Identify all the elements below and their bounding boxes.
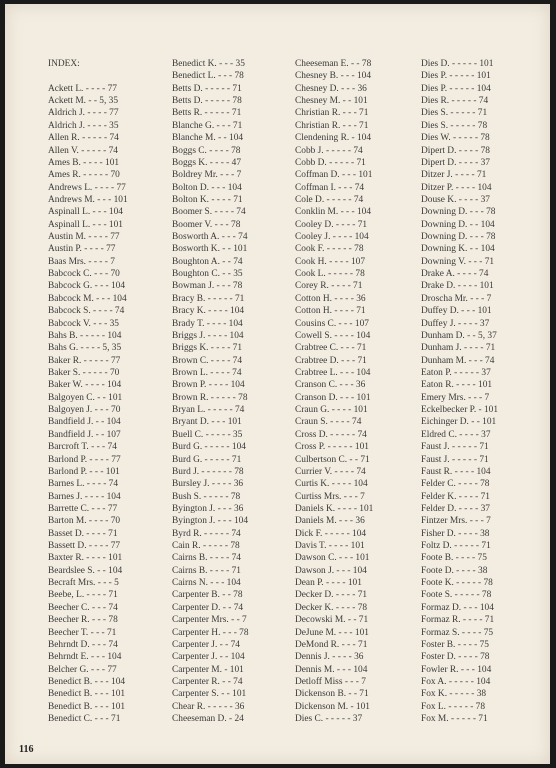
- index-entry: Baker R. - - - - - 77: [48, 355, 121, 366]
- index-entry: Dickenson B. - - 71: [295, 689, 369, 700]
- index-entry: Bryan L. - - - - - 74: [172, 405, 245, 416]
- index-entry: Bracy B. - - - - - 71: [172, 293, 245, 304]
- index-entry: Emery Mrs. - - - 7: [421, 392, 490, 403]
- index-entry: Faust J. - - - - - 71: [421, 442, 489, 453]
- index-entry: Belcher G. - - - 77: [48, 664, 117, 675]
- index-entry: Brown L. - - - - 74: [172, 367, 242, 378]
- index-entry: Bahs B. - - - - - 104: [48, 330, 122, 341]
- index-entry: Carpenter J. - - 74: [172, 639, 240, 650]
- index-entry: Formaz S. - - - - 75: [421, 627, 494, 638]
- index-entry: Conklin M. - - - 104: [295, 207, 372, 218]
- index-entry: Benedict C. - - - 71: [48, 714, 121, 725]
- index-entry: Betts D. - - - - - 78: [172, 96, 242, 107]
- index-entry: Corey R. - - - - 71: [295, 281, 363, 292]
- index-entry: Foltz D. - - - - - 71: [421, 541, 491, 552]
- index-entry: Austin M. - - - - 77: [48, 232, 120, 243]
- index-entry: Aspinall L. - - - 104: [48, 207, 123, 218]
- index-entry: Briggs K. - - - - 71: [172, 343, 243, 354]
- index-entry: Eldred C. - - - - 37: [421, 429, 491, 440]
- index-entry: Brown C. - - - - 74: [172, 355, 243, 366]
- index-entry: Benedict B. - - - 101: [48, 701, 126, 712]
- index-entry: Benedict K. - - - 35: [172, 59, 245, 69]
- index-entry: Chesney B. - - - 104: [295, 71, 372, 82]
- index-entry: Babcock V. - - - 35: [48, 318, 119, 329]
- index-entry: Andrews L. - - - - 77: [48, 182, 126, 193]
- index-page: [5, 4, 550, 764]
- index-entry: Cook F. - - - - - 78: [295, 244, 364, 255]
- index-entry: Fox A. - - - - - 104: [421, 676, 491, 687]
- index-entry: Bassett D. - - - - 77: [48, 541, 121, 552]
- index-entry: Coffman I. - - - 74: [295, 182, 365, 193]
- index-entry: Brown R. - - - - - 78: [172, 392, 248, 403]
- index-entry: Cole D. - - - - - 74: [295, 194, 364, 205]
- index-entry: Foote K. - - - - - 78: [421, 578, 493, 589]
- index-entry: Cairns B. - - - - 71: [172, 565, 241, 576]
- index-entry: Baker S. - - - - - 70: [48, 367, 120, 378]
- index-entry: Dipert D. - - - - 37: [421, 157, 490, 168]
- index-entry: Balgoyen J. - - - 70: [48, 405, 121, 416]
- index-entry: Behrndt E. - - - 104: [48, 652, 122, 663]
- index-entry: Cain R. - - - - - 78: [172, 541, 240, 552]
- index-entry: Curtiss Mrs. - - - 7: [295, 491, 365, 502]
- index-entry: Baker W. - - - - 104: [48, 380, 122, 391]
- index-entry: Crabtree L. - - - 104: [295, 367, 371, 378]
- index-entry: Cooley D. - - - - 71: [295, 219, 368, 230]
- index-entry: Basset D. - - - - 71: [48, 528, 118, 539]
- index-entry: Byington J. - - - 104: [172, 516, 249, 527]
- index-entry: Cross P. - - - - - 101: [295, 442, 369, 453]
- index-entry: Cousins C. - - - 107: [295, 318, 369, 329]
- index-entry: Baas Mrs. - - - - 7: [48, 256, 115, 267]
- index-entry: Decker D. - - - - 71: [295, 590, 368, 601]
- index-entry: Drake D. - - - - 101: [421, 281, 494, 292]
- index-entry: Bracy K. - - - - 104: [172, 306, 245, 317]
- index-entry: Boomer S. - - - - 74: [172, 207, 246, 218]
- index-entry: Barcroft T. - - - 74: [48, 442, 117, 453]
- index-entry: Babcock S. - - - - 74: [48, 306, 125, 317]
- index-entry: Duffey J. - - - - 37: [421, 318, 490, 329]
- index-entry: Fox L. - - - - - 78: [421, 701, 486, 712]
- index-entry: Bowman J. - - - 78: [172, 281, 243, 292]
- index-entry: Formaz R. - - - - 71: [421, 615, 495, 626]
- index-entry: Brady T. - - - - 104: [172, 318, 243, 329]
- index-entry: Blanche M. - - 104: [172, 133, 244, 144]
- index-column-4: [421, 58, 531, 725]
- index-entry: Boldrey Mr. - - - 7: [172, 170, 242, 181]
- index-entry: Benedict B. - - - 101: [48, 689, 126, 700]
- index-entry: Carpenter H. - - - 78: [172, 627, 249, 638]
- index-entry: Barton M. - - - - 70: [48, 516, 121, 527]
- index-entry: Downing D. - - - 78: [421, 207, 496, 218]
- index-entry: Foster B. - - - - 75: [421, 639, 489, 650]
- index-entry: Dies S. - - - - - 71: [421, 108, 488, 119]
- index-entry: Cairns B. - - - - 74: [172, 553, 241, 564]
- index-entry: Byington J. - - - 36: [172, 503, 244, 514]
- index-entry: Bosworth K. - - 101: [172, 244, 248, 255]
- index-entry: Benedict L. - - - 78: [172, 71, 244, 82]
- index-entry: Dawson C. - - - 101: [295, 553, 370, 564]
- index-entry: Aspinall L. - - - 101: [48, 219, 123, 230]
- index-column-2: [172, 58, 282, 725]
- index-entry: Barnes L. - - - - 74: [48, 479, 119, 490]
- index-entry: Cobb J. - - - - - 74: [295, 145, 363, 156]
- index-entry: Clendening R. - 104: [295, 133, 372, 144]
- index-entry: Bahs G. - - - - 5, 35: [48, 343, 122, 354]
- index-entry: Dickenson M. - 101: [295, 701, 370, 712]
- index-entry: Felder K. - - - - 71: [421, 491, 490, 502]
- index-entry: Boomer V. - - - 78: [172, 219, 241, 230]
- index-entry: Benedict B. - - - 104: [48, 676, 126, 687]
- page-number: 116: [19, 744, 34, 755]
- index-entry: Cranson C. - - - 36: [295, 380, 366, 391]
- index-entry: Davis T. - - - - 101: [295, 541, 365, 552]
- index-entry: Daniels M. - - - 36: [295, 516, 365, 527]
- index-entry: Bosworth A. - - - 74: [172, 232, 248, 243]
- index-entry: Eaton R. - - - - 101: [421, 380, 493, 391]
- index-entry: Downing V. - - - 71: [421, 256, 495, 267]
- index-entry: Dies P. - - - - - 101: [421, 71, 491, 82]
- index-entry: DeMond R. - - - 71: [295, 639, 368, 650]
- index-entry: Brown P. - - - - 104: [172, 380, 245, 391]
- index-entry: Foote B. - - - - 75: [421, 553, 487, 564]
- index-entry: Cross D. - - - - - 74: [295, 429, 367, 440]
- index-entry: Fintzer Mrs. - - - 7: [421, 516, 491, 527]
- index-entry: Burd G. - - - - - 104: [172, 442, 246, 453]
- index-entry: Barlond P. - - - 101: [48, 466, 120, 477]
- index-entry: Boggs K. - - - - 47: [172, 157, 242, 168]
- index-entry: Eichinger D. - - 101: [421, 417, 497, 428]
- index-entry: Foote S. - - - - - 78: [421, 590, 492, 601]
- index-entry: Cotton H. - - - - 71: [295, 306, 366, 317]
- index-entry: Burd G. - - - - - 71: [172, 454, 242, 465]
- index-entry: Dean P. - - - - 101: [295, 578, 362, 589]
- index-entry: Bryant D. - - - 101: [172, 417, 242, 428]
- index-entry: Andrews M. - - - 101: [48, 194, 128, 205]
- index-entry: Cheeseman D. - 24: [172, 714, 244, 725]
- index-entry: Ackett M. - - 5, 35: [48, 96, 119, 107]
- index-entry: Dies W. - - - - - 78: [421, 133, 490, 144]
- index-entry: Betts D. - - - - - 71: [172, 83, 242, 94]
- index-entry: Beecher T. - - - 71: [48, 627, 117, 638]
- index-entry: Drake A. - - - - 74: [421, 269, 489, 280]
- index-entry: Cowell S. - - - - 104: [295, 330, 371, 341]
- index-entry: Barlond P. - - - - 77: [48, 454, 121, 465]
- index-entry: Droscha Mr. - - - 7: [421, 293, 492, 304]
- index-entry: Faust J. - - - - - 71: [421, 454, 489, 465]
- index-entry: Chesney D. - - - 36: [295, 83, 367, 94]
- index-entry: Cook H. - - - - 107: [295, 256, 366, 267]
- index-entry: Babcock C. - - - 70: [48, 269, 120, 280]
- index-entry: Bandfield J. - - 104: [48, 417, 121, 428]
- index-entry: INDEX:: [48, 59, 80, 69]
- index-entry: Ackett L. - - - - 77: [48, 83, 117, 94]
- index-entry: Dick F. - - - - - 104: [295, 528, 367, 539]
- index-entry: Downing K. - - 104: [421, 244, 495, 255]
- index-entry: Dennis M. - - - 104: [295, 664, 368, 675]
- index-entry: Bandfield J. - - 107: [48, 429, 121, 440]
- index-entry: Fox K. - - - - - 38: [421, 689, 487, 700]
- index-entry: Byrd R. - - - - - 74: [172, 528, 241, 539]
- index-entry: Christian R. - - - 71: [295, 120, 369, 131]
- index-entry: Dies R. - - - - - 74: [421, 96, 489, 107]
- index-entry: Dennis J. - - - - 36: [295, 652, 364, 663]
- index-entry: Carpenter R. - - 74: [172, 676, 243, 687]
- index-entry: Dunham J. - - - - 71: [421, 343, 496, 354]
- index-entry: Allen R. - - - - - 74: [48, 133, 119, 144]
- index-entry: Blanche G. - - - 71: [172, 120, 243, 131]
- index-entry: [48, 70, 163, 82]
- index-entry: Craun S. - - - - 74: [295, 417, 362, 428]
- index-entry: Cairns N. - - - 104: [172, 578, 241, 589]
- index-entry: Detloff Miss - - - 7: [295, 676, 366, 687]
- index-entry: Buell C. - - - - - 35: [172, 429, 243, 440]
- index-entry: Becraft Mrs. - - - 5: [48, 578, 119, 589]
- index-entry: Carpenter M. - 101: [172, 664, 244, 675]
- index-entry: Balgoyen C. - - 101: [48, 392, 123, 403]
- index-entry: Bush S. - - - - - 78: [172, 491, 241, 502]
- index-entry: Allen V. - - - - - 74: [48, 145, 118, 156]
- index-entry: Ames B. - - - - 101: [48, 157, 120, 168]
- index-entry: Baxter R. - - - - 101: [48, 553, 123, 564]
- index-entry: Curtis K. - - - - 104: [295, 479, 368, 490]
- index-entry: Dies C. - - - - - 37: [295, 714, 363, 725]
- index-entry: Craun G. - - - - 101: [295, 405, 368, 416]
- index-entry: Briggs J. - - - - 104: [172, 330, 244, 341]
- index-entry: Chear R. - - - - - 36: [172, 701, 245, 712]
- index-column-3: [295, 58, 405, 725]
- index-entry: Beebe, L. - - - - 71: [48, 590, 118, 601]
- index-entry: Beecher R. - - - 78: [48, 615, 118, 626]
- index-entry: Boughton C. - - 35: [172, 269, 243, 280]
- index-entry: DeJune M. - - - 101: [295, 627, 369, 638]
- index-entry: Decker K. - - - - 78: [295, 602, 368, 613]
- index-entry: Aldrich J. - - - - 35: [48, 120, 119, 131]
- index-entry: Dawson J. - - - 104: [295, 565, 367, 576]
- index-entry: Betts R. - - - - - 71: [172, 108, 242, 119]
- index-entry: Currier V. - - - - 74: [295, 466, 366, 477]
- index-entry: Fox M. - - - - - 71: [421, 714, 488, 725]
- index-entry: Barnes J. - - - - 104: [48, 491, 121, 502]
- index-entry: Faust R. - - - - 104: [421, 466, 491, 477]
- index-entry: Decowski M. - - 71: [295, 615, 369, 626]
- index-column-1: [48, 58, 163, 725]
- index-entry: Culbertson C. - - 71: [295, 454, 370, 465]
- index-entry: Dipert D. - - - - 78: [421, 145, 490, 156]
- index-entry: Fisher D. - - - - 38: [421, 528, 490, 539]
- index-entry: Carpenter S. - - 101: [172, 689, 247, 700]
- index-entry: Chesney M. - - 101: [295, 96, 368, 107]
- index-entry: Ditzer P. - - - - 104: [421, 182, 492, 193]
- index-entry: Felder D. - - - - 37: [421, 503, 490, 514]
- index-entry: Carpenter D. - - 74: [172, 602, 244, 613]
- index-entry: Christian R. - - - 71: [295, 108, 369, 119]
- index-entry: Aldrich J. - - - - 77: [48, 108, 119, 119]
- index-entry: Beardslee S. - - 104: [48, 565, 123, 576]
- index-entry: Foote D. - - - - 38: [421, 565, 488, 576]
- index-entry: Bolton D. - - - 104: [172, 182, 242, 193]
- index-entry: Dunham D. - - 5, 37: [421, 330, 497, 341]
- index-entry: Douse K. - - - - 37: [421, 194, 490, 205]
- index-entry: Felder C. - - - - 78: [421, 479, 490, 490]
- index-entry: Behrndt D. - - - 74: [48, 639, 118, 650]
- index-entry: Babcock G. - - - 104: [48, 281, 126, 292]
- index-entry: Downing D. - - - 78: [421, 232, 496, 243]
- index-entry: Carpenter B. - - 78: [172, 590, 243, 601]
- index-entry: Cook L. - - - - - 78: [295, 269, 365, 280]
- index-entry: Crabtree D. - - - 71: [295, 355, 367, 366]
- index-entry: Coffman D. - - - 101: [295, 170, 373, 181]
- index-entry: Ditzer J. - - - - 71: [421, 170, 487, 181]
- index-entry: Boughton A. - - 74: [172, 256, 243, 267]
- index-entry: Crabtree C. - - - 71: [295, 343, 367, 354]
- index-entry: Boggs C. - - - - 78: [172, 145, 241, 156]
- index-entry: Babcock M. - - - 104: [48, 293, 127, 304]
- index-entry: Formaz D. - - - 104: [421, 602, 494, 613]
- index-entry: Cooley J. - - - - 104: [295, 232, 369, 243]
- index-entry: Dies P. - - - - - 104: [421, 83, 491, 94]
- index-entry: Dies S. - - - - - 78: [421, 120, 488, 131]
- index-entry: Cotton H. - - - - 36: [295, 293, 366, 304]
- index-entry: Carpenter J. - - 104: [172, 652, 245, 663]
- index-entry: Ames R. - - - - - 70: [48, 170, 120, 181]
- index-entry: Foster D. - - - - 78: [421, 652, 490, 663]
- index-entry: Duffey D. - - - 101: [421, 306, 492, 317]
- index-entry: Eckelbecker P. - 101: [421, 405, 499, 416]
- index-entry: Fowler R. - - - 104: [421, 664, 492, 675]
- index-entry: Bursley J. - - - - 36: [172, 479, 244, 490]
- index-entry: Daniels K. - - - - 101: [295, 503, 374, 514]
- index-entry: Cheeseman E. - - 78: [295, 59, 372, 69]
- index-entry: Eaton P. - - - - - 37: [421, 367, 491, 378]
- index-entry: Cobb D. - - - - - 71: [295, 157, 366, 168]
- index-entry: Dunham M. - - - 74: [421, 355, 495, 366]
- index-entry: Downing D. - - 104: [421, 219, 495, 230]
- index-entry: Bolton K. - - - - 71: [172, 194, 243, 205]
- index-entry: Cranson D. - - - 101: [295, 392, 371, 403]
- index-entry: Beecher C. - - - 74: [48, 602, 118, 613]
- index-entry: Barrette C. - - - 77: [48, 503, 118, 514]
- index-entry: Austin P. - - - - 77: [48, 244, 116, 255]
- index-entry: Dies D. - - - - - 101: [421, 59, 494, 69]
- index-entry: Carpenter Mrs. - - 7: [172, 615, 247, 626]
- index-entry: Burd J. - - - - - - 78: [172, 466, 244, 477]
